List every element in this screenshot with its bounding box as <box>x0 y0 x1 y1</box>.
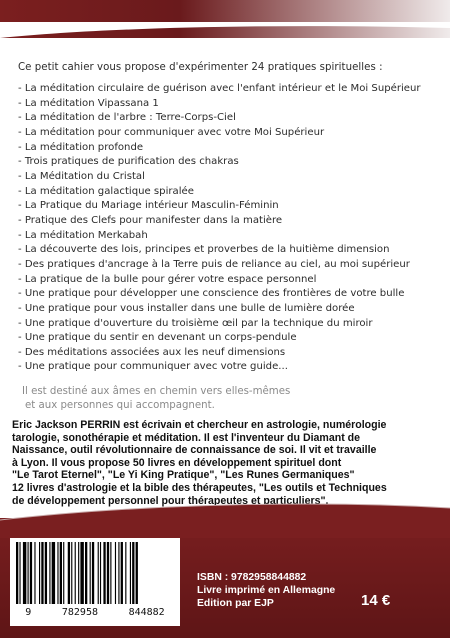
list-item: - Une pratique d'ouverture du troisième œil par la technique du miroir <box>18 317 373 329</box>
list-item: - Des méditations associées aux les neuf dimensions <box>18 346 286 358</box>
practice-list <box>18 82 443 375</box>
dedication-text <box>22 385 432 413</box>
barcode <box>10 538 180 626</box>
author-bio-line: de développement personnel pour thérapeutes et particuliers". <box>12 494 329 507</box>
list-item: - La méditation Merkabah <box>18 229 148 241</box>
list-item: - La méditation circulaire de guérison avec l'enfant intérieur et le Moi Supérieur <box>18 83 421 94</box>
author-bio-line: tarologie, sonothérapie et méditation. Il est l'inventeur du Diamant de <box>12 431 361 444</box>
barcode-digit-group: 9 <box>25 607 32 618</box>
author-bio-line: Eric Jackson PERRIN est écrivain et chercheur en astrologie, numérologie <box>12 419 387 431</box>
dedication-line: Il est destiné aux âmes en chemin vers elles-mêmes <box>22 386 291 397</box>
top-swoosh-decoration <box>0 22 450 52</box>
print-location-line: Livre imprimé en Allemagne <box>197 585 336 596</box>
barcode-bars <box>16 542 174 606</box>
list-item: - Une pratique du sentir en devenant un corps-pendule <box>18 332 297 344</box>
list-item: - La méditation pour communiquer avec votre Moi Supérieur <box>18 126 325 138</box>
dedication-line: et aux personnes qui accompagnent. <box>25 400 215 411</box>
list-item: - La Méditation du Cristal <box>18 170 145 182</box>
barcode-digit-group: 844882 <box>128 607 165 618</box>
barcode-digits <box>10 607 180 618</box>
list-item: - La méditation galactique spiralée <box>18 185 194 197</box>
bottom-swoosh-decoration <box>0 498 450 538</box>
author-bio <box>12 419 444 507</box>
list-item: - Des pratiques d'ancrage à la Terre puis de reliance au ciel, au moi supérieur <box>18 258 410 270</box>
publisher-line: Edition par EJP <box>197 598 274 609</box>
list-item: - Pratique des Clefs pour manifester dans la matière <box>18 214 283 226</box>
list-item: - Une pratique pour communiquer avec votre guide... <box>18 361 288 373</box>
price-label: 14 € <box>361 592 391 609</box>
isbn-line: ISBN : 9782958844882 <box>197 572 307 583</box>
list-item: - La méditation profonde <box>18 141 144 153</box>
intro-text: Ce petit cahier vous propose d'expérimenter 24 pratiques spirituelles : <box>18 62 383 73</box>
list-item: - La Pratique du Mariage intérieur Masculin-Féminin <box>18 200 279 212</box>
barcode-digit-group: 782958 <box>61 607 98 618</box>
author-bio-line: 12 livres d'astrologie et la bible des thérapeutes, "Les outils et Techniques <box>12 481 387 494</box>
list-item: - La méditation de l'arbre : Terre-Corps-Ciel <box>18 112 236 124</box>
list-item: - Trois pratiques de purification des chakras <box>18 156 239 168</box>
author-bio-line: à Lyon. Il vous propose 50 livres en développement spirituel dont <box>12 456 342 469</box>
list-item: - La méditation Vipassana 1 <box>18 97 159 109</box>
list-item: - Une pratique pour développer une conscience des frontières de votre bulle <box>18 288 405 300</box>
list-item: - La découverte des lois, principes et proverbes de la huitième dimension <box>18 244 390 256</box>
author-bio-line: Naissance, outil révolutionnaire de connaissance de soi. Il vit et travaille <box>12 444 377 457</box>
list-item: - Une pratique pour vous installer dans une bulle de lumière dorée <box>18 302 355 314</box>
author-bio-line: "Le Tarot Eternel", "Le Yi King Pratique", "Les Runes Germaniques" <box>12 469 355 482</box>
list-item: - La pratique de la bulle pour gérer votre espace personnel <box>18 273 317 285</box>
isbn-info <box>197 571 335 610</box>
